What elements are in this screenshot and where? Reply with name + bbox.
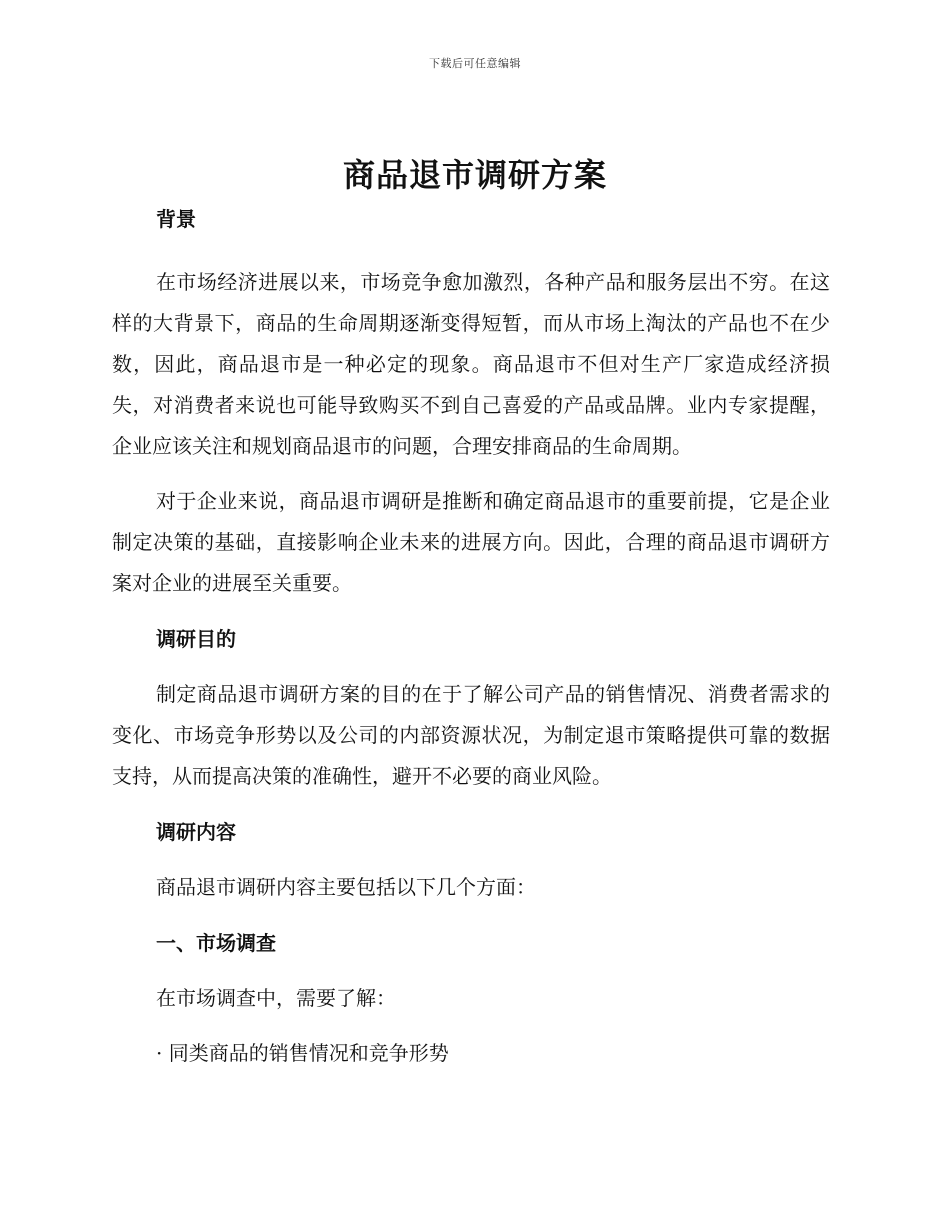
heading-background: 背景 <box>156 207 196 231</box>
paragraph-market-1: 在市场调查中，需要了解： <box>156 986 396 1010</box>
paragraph-content-1: 商品退市调研内容主要包括以下几个方面： <box>156 875 536 899</box>
heading-market-survey: 一、市场调查 <box>156 931 276 955</box>
document-body <box>112 198 830 1074</box>
paragraph-background-1: 在市场经济进展以来，市场竞争愈加激烈，各种产品和服务层出不穷。在这样的大背景下，商品的生命周期逐渐变得短暂，而从市场上淘汰的产品也不在少数，因此，商品退市是一种必定的现象。商品退市不但对生产厂家造成经济损失，对消费者来说也可能导致购买不到自己喜爱的产品或品牌。业内专家提醒，企业应该关注和规划商品退市的问题，合理安排商品的生命周期。 <box>112 270 830 458</box>
header-note: 下载后可任意编辑 <box>429 57 521 70</box>
paragraph-purpose-1: 制定商品退市调研方案的目的在于了解公司产品的销售情况、消费者需求的变化、市场竞争形势以及公司的内部资源状况，为制定退市策略提供可靠的数据支持，从而提高决策的准确性，避开不必要的商业风险。 <box>112 682 830 788</box>
heading-content: 调研内容 <box>156 820 236 844</box>
document-title: 商品退市调研方案 <box>342 156 607 194</box>
list-item: · 同类商品的销售情况和竞争形势 <box>156 1041 449 1065</box>
paragraph-background-2: 对于企业来说，商品退市调研是推断和确定商品退市的重要前提，它是企业制定决策的基础，直接影响企业未来的进展方向。因此，合理的商品退市调研方案对企业的进展至关重要。 <box>112 489 830 595</box>
heading-purpose: 调研目的 <box>156 627 236 651</box>
